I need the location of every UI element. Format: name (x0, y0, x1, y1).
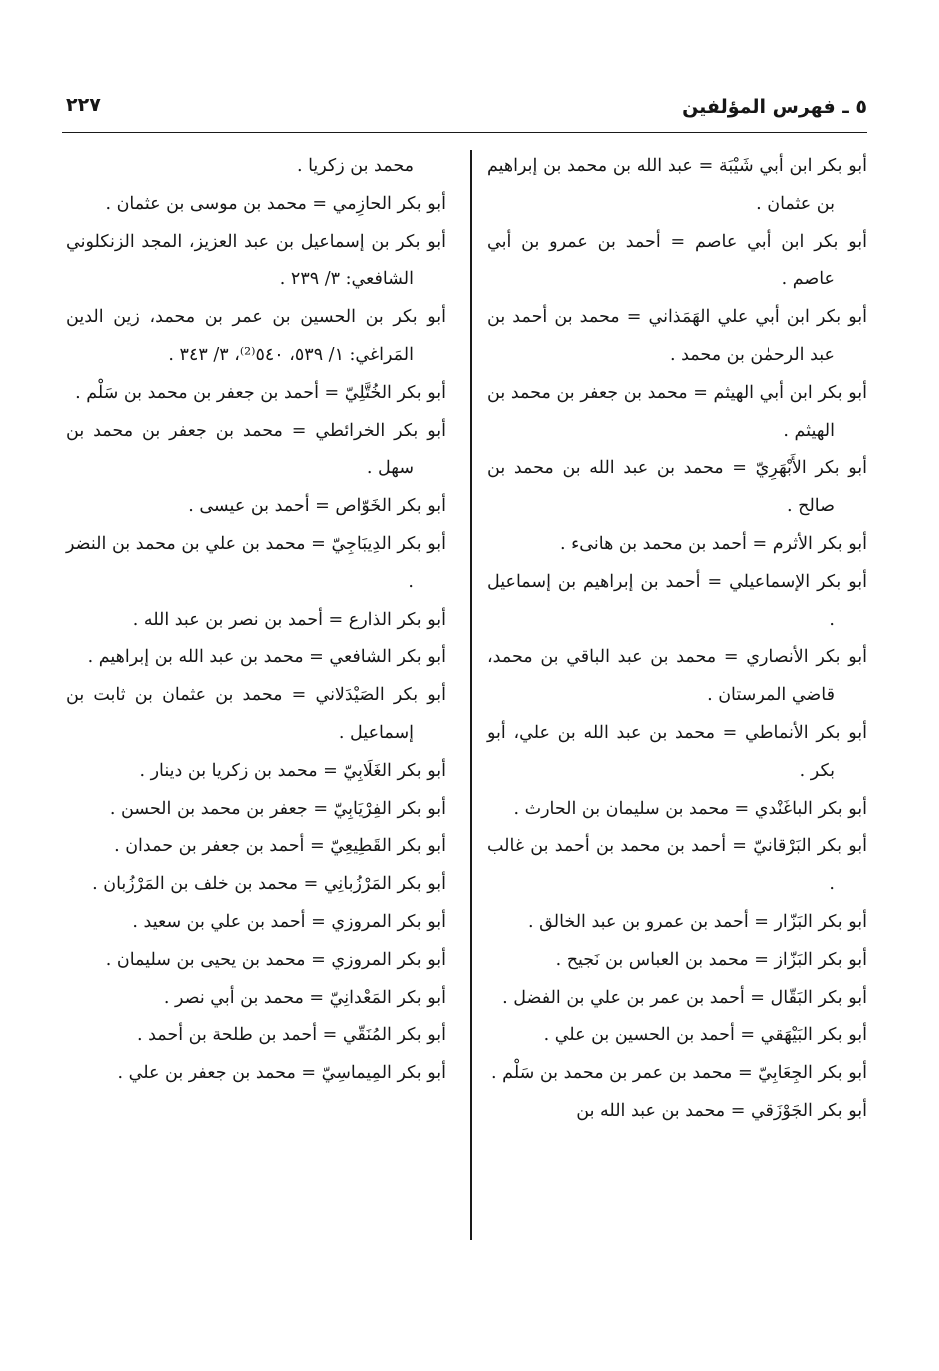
index-entry: أبو بكر المروزي = محمد بن يحيى بن سليمان . (105, 949, 446, 970)
index-entry: أبو بكر الحازِمي = محمد بن موسى بن عثمان . (105, 193, 446, 214)
index-entry: أبو بكر الغَلَابِيّ = محمد بن زكريا بن دينار . (139, 760, 446, 781)
index-entry: أبو بكر الخَوّاص = أحمد بن عيسى . (188, 496, 446, 517)
index-entry: أبو بكر الفِرْيَابِيّ = جعفر بن محمد بن الحسن . (109, 798, 446, 819)
index-entry: أبو بكر بن الحسين بن عمر بن محمد، زين الدين المَراغي: ١/ ٥٣٩، ٥٤٠⁽²⁾، ٣/ ٣٤٣ . (66, 307, 446, 365)
index-entry: أبو بكر الباغَنْدي = محمد بن سليمان بن الحارث . (513, 798, 867, 819)
index-entry: أبو بكر المَعْدانِيّ = محمد بن أبي نصر . (163, 987, 446, 1008)
index-entry: أبو بكر ابن أبي عاصم = أحمد بن عمرو بن أبي عاصم . (487, 231, 867, 290)
index-entry: أبو بكر الأنماطي = محمد بن عبد الله بن علي، أبو بكر . (487, 722, 867, 781)
index-entry: أبو بكر الجِعَابِيّ = محمد بن عمر بن محمد بن سَلْم . (491, 1063, 867, 1084)
index-entry: أبو بكر البَيْهَقي = أحمد بن الحسين بن علي . (543, 1025, 867, 1046)
index-entry: أبو بكر المُنَقّي = أحمد بن طلحة بن أحمد . (136, 1025, 446, 1046)
index-entry: أبو بكر المَرْزُبانِي = محمد بن خلف بن المَرْزُبان . (92, 874, 446, 895)
index-entry: أبو بكر الإسماعيلي = أحمد بن إبراهيم بن إسماعيل . (487, 571, 867, 630)
index-entry: أبو بكر البَرْقانيّ = أحمد بن محمد بن أحمد بن غالب . (487, 836, 867, 895)
index-entry: أبو بكر ابن أبي الهيثم = محمد بن جعفر بن محمد بن الهيثم . (487, 382, 867, 441)
page-header (62, 84, 867, 133)
index-entry: أبو بكر البَقّال = أحمد بن عمر بن علي بن الفضل . (502, 987, 867, 1008)
page-number: ٢٢٧ (66, 94, 101, 116)
index-entry: أبو بكر الأَبْهَرِيّ = محمد بن عبد الله بن محمد بن صالح . (487, 458, 867, 517)
index-entry: أبو بكر الجَوْزَقي = محمد بن عبد الله بن (576, 1100, 867, 1121)
index-entry: أبو بكر الشافعي = محمد بن عبد الله بن إبراهيم . (87, 647, 446, 668)
index-entry: أبو بكر الذارع = أحمد بن نصر بن عبد الله . (132, 609, 446, 630)
column-divider (470, 150, 472, 1240)
left-column (66, 148, 446, 1093)
index-entry: أبو بكر الأثرم = أحمد بن محمد بن هانىء . (559, 533, 867, 554)
continued-entry: محمد بن زكريا . (296, 156, 414, 176)
right-column (487, 148, 867, 1131)
index-entry: أبو بكر الدِيبَاجِيّ = محمد بن علي بن محمد بن النضر . (66, 533, 446, 592)
index-entry: أبو بكر الصَيْدَلاني = محمد بن عثمان بن ثابت بن إسماعيل . (66, 685, 446, 743)
index-entry: أبو بكر المروزي = أحمد بن علي بن سعيد . (132, 911, 446, 932)
index-entry: أبو بكر الخرائطي = محمد بن جعفر بن محمد بن سهل . (66, 420, 446, 479)
index-entry: أبو بكر المِيماسِيّ = محمد بن جعفر بن علي . (117, 1063, 446, 1084)
index-entry: أبو بكر بن إسماعيل بن عبد العزيز، المجد الزنكلوني الشافعي: ٣/ ٢٣٩ . (66, 231, 446, 290)
section-title: ٥ ـ فهرس المؤلفين (682, 96, 867, 118)
index-entry: أبو بكر الخُتَّلِيّ = أحمد بن جعفر بن محمد بن سَلْم . (75, 382, 446, 403)
index-entry: أبو بكر الأنصاري = محمد بن عبد الباقي بن محمد، قاضي المرستان . (487, 647, 867, 706)
index-entry: أبو بكر البَزّار = أحمد بن عمرو بن عبد الخالق . (528, 911, 867, 932)
index-entry: أبو بكر البَزّاز = محمد بن العباس بن نَجيح . (555, 949, 867, 970)
index-entry: أبو بكر القَطِيعِيّ = أحمد بن جعفر بن حمدان . (114, 836, 446, 857)
index-entry: أبو بكر ابن أبي علي الهَمَذاني = محمد بن أحمد بن عبد الرحمٰن بن محمد . (487, 307, 867, 365)
index-entry: أبو بكر ابن أبي شَيْبَة = عبد الله بن محمد بن إبراهيم بن عثمان . (487, 156, 867, 214)
